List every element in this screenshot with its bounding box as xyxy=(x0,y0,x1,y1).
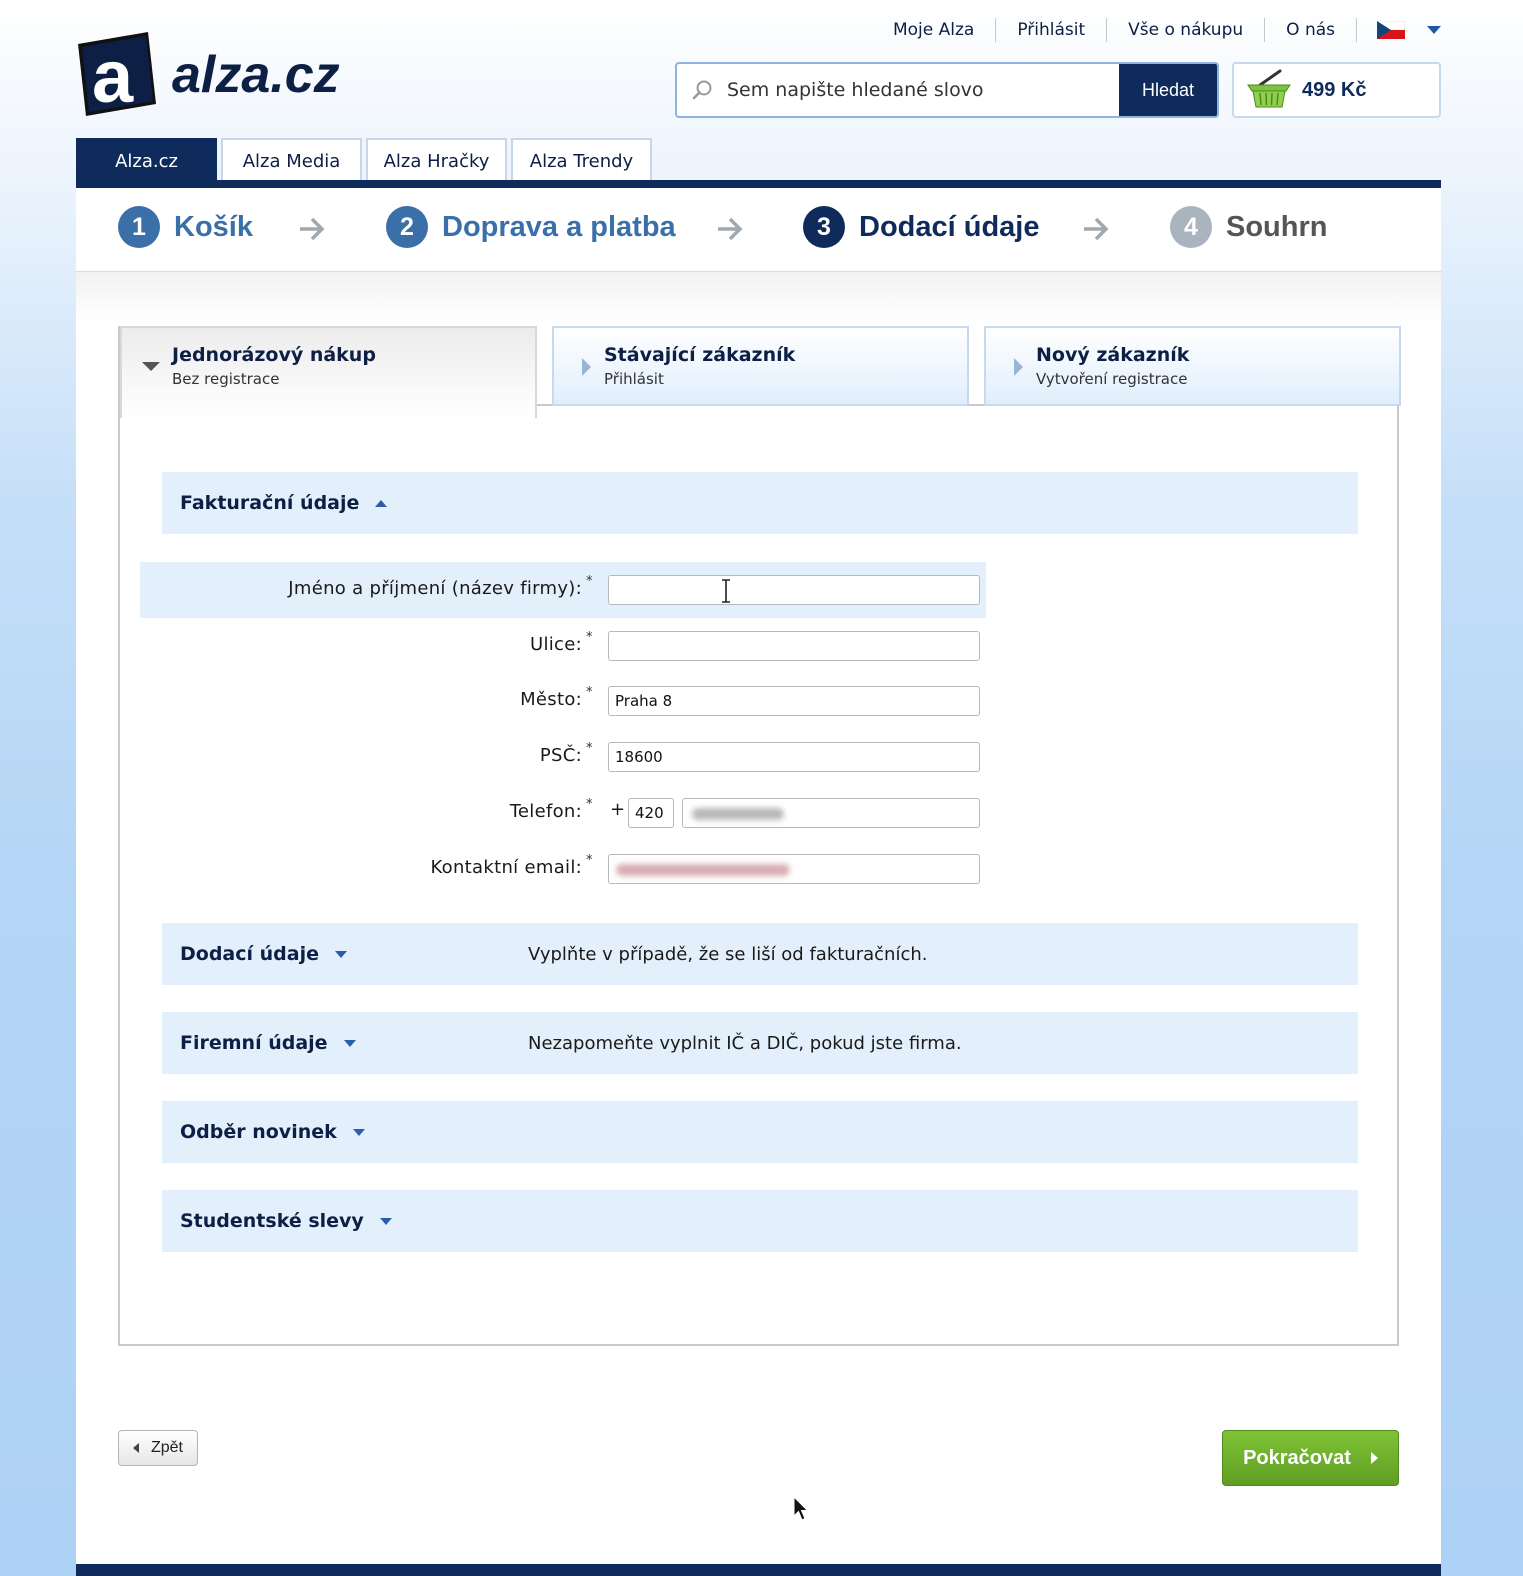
step-doprava[interactable] xyxy=(386,206,676,248)
redacted-email xyxy=(616,864,790,876)
tab-alza-cz[interactable]: Alza.cz xyxy=(76,138,217,182)
step-number: 4 xyxy=(1170,206,1212,248)
section-dodaci-udaje[interactable] xyxy=(162,923,1358,985)
row-name xyxy=(140,562,986,618)
step-number: 2 xyxy=(386,206,428,248)
step-label: Dodací údaje xyxy=(859,210,1040,243)
tab-title: Nový zákazník xyxy=(1036,344,1190,366)
arrow-right-icon xyxy=(716,216,744,242)
row-email xyxy=(140,841,986,897)
search-icon xyxy=(677,64,727,116)
phone-plus: + xyxy=(610,799,626,820)
section-title: Studentské slevy xyxy=(180,1210,364,1232)
site-tabs xyxy=(76,138,656,182)
caret-down-icon xyxy=(380,1218,392,1225)
city-field[interactable] xyxy=(608,686,980,716)
step-label: Doprava a platba xyxy=(442,210,676,243)
section-odber-novinek[interactable] xyxy=(162,1101,1358,1163)
search-button[interactable]: Hledat xyxy=(1119,64,1217,116)
caret-down-icon xyxy=(335,951,347,958)
row-phone xyxy=(140,785,986,841)
triangle-right-icon xyxy=(1014,358,1023,376)
alza-logo[interactable] xyxy=(76,32,366,118)
step-kosik[interactable] xyxy=(118,206,253,248)
step-souhrn xyxy=(1170,206,1328,248)
section-note: Vyplňte v případě, že se liší od fakturačních. xyxy=(528,943,928,965)
required-mark: * xyxy=(586,685,593,700)
checkout-steps xyxy=(76,188,1441,272)
label-name: Jméno a příjmení (název firmy): xyxy=(288,578,582,599)
step-label: Souhrn xyxy=(1226,210,1328,243)
required-mark: * xyxy=(586,630,593,645)
search-input[interactable] xyxy=(727,64,1119,116)
basket-icon xyxy=(1246,69,1292,111)
tab-alza-hracky[interactable]: Alza Hračky xyxy=(366,138,507,182)
section-title: Firemní údaje xyxy=(180,1032,328,1054)
label-city: Město: xyxy=(520,689,582,710)
step-dodaci-udaje xyxy=(803,206,1040,248)
section-title: Fakturační údaje xyxy=(180,492,360,514)
tab-jednorazovy-nakup[interactable] xyxy=(120,326,537,418)
tab-subtitle: Přihlásit xyxy=(604,370,664,388)
phone-country-code-field[interactable] xyxy=(628,798,674,828)
caret-down-icon xyxy=(353,1129,365,1136)
checkout-panel xyxy=(76,180,1441,1576)
redacted-phone xyxy=(692,808,784,820)
tab-title: Stávající zákazník xyxy=(604,344,796,366)
footer-bar xyxy=(76,1564,1441,1576)
required-mark: * xyxy=(586,741,593,756)
svg-text:a: a xyxy=(92,35,134,118)
tab-novy-zakaznik[interactable] xyxy=(984,326,1401,406)
section-title: Dodací údaje xyxy=(180,943,319,965)
section-note: Nezapomeňte vyplnit IČ a DIČ, pokud jste firma. xyxy=(528,1032,962,1054)
search-box xyxy=(675,62,1219,118)
triangle-right-icon xyxy=(1371,1452,1378,1464)
triangle-down-icon xyxy=(142,362,160,371)
link-o-nas[interactable]: O nás xyxy=(1265,18,1357,42)
continue-label: Pokračovat xyxy=(1243,1446,1351,1469)
link-moje-alza[interactable]: Moje Alza xyxy=(872,18,996,42)
step-number: 3 xyxy=(803,206,845,248)
required-mark: * xyxy=(586,797,593,812)
link-vse-o-nakupu[interactable]: Vše o nákupu xyxy=(1107,18,1265,42)
cart-box[interactable] xyxy=(1232,62,1441,118)
caret-up-icon xyxy=(375,500,387,507)
tab-alza-trendy[interactable]: Alza Trendy xyxy=(511,138,652,182)
tab-stavajici-zakaznik[interactable] xyxy=(552,326,969,406)
label-phone: Telefon: xyxy=(509,801,582,822)
logo-text: alza.cz xyxy=(172,46,340,104)
back-button[interactable] xyxy=(118,1430,198,1466)
arrow-right-icon xyxy=(1082,216,1110,242)
triangle-left-icon xyxy=(133,1443,139,1453)
caret-down-icon xyxy=(344,1040,356,1047)
alza-logo-icon xyxy=(76,32,366,118)
section-studentske-slevy[interactable] xyxy=(162,1190,1358,1252)
required-mark: * xyxy=(586,574,593,589)
row-city xyxy=(140,673,986,729)
label-email: Kontaktní email: xyxy=(430,857,582,878)
section-title: Odběr novinek xyxy=(180,1121,337,1143)
top-nav xyxy=(872,18,1441,42)
customer-form-box xyxy=(118,326,1399,1346)
cart-price: 499 Kč xyxy=(1302,78,1367,101)
required-mark: * xyxy=(586,853,593,868)
section-firemni-udaje[interactable] xyxy=(162,1012,1358,1074)
arrow-right-icon xyxy=(298,216,326,242)
tab-title: Jednorázový nákup xyxy=(172,344,376,366)
tab-subtitle: Bez registrace xyxy=(172,370,280,388)
steps-shade xyxy=(76,272,1441,322)
tab-alza-media[interactable]: Alza Media xyxy=(221,138,362,182)
triangle-right-icon xyxy=(582,358,591,376)
czech-flag-icon[interactable] xyxy=(1377,21,1405,39)
row-street xyxy=(140,618,986,674)
label-street: Ulice: xyxy=(529,634,582,655)
tab-subtitle: Vytvoření registrace xyxy=(1036,370,1188,388)
continue-button[interactable] xyxy=(1222,1430,1399,1486)
street-field[interactable] xyxy=(608,631,980,661)
text-cursor-icon xyxy=(719,578,733,604)
divider xyxy=(968,404,984,406)
mouse-pointer-icon xyxy=(793,1496,809,1522)
step-label: Košík xyxy=(174,210,253,243)
link-prihlasit[interactable]: Přihlásit xyxy=(996,18,1107,42)
row-zip xyxy=(140,729,986,785)
label-zip: PSČ: xyxy=(539,745,582,766)
language-dropdown-icon[interactable] xyxy=(1427,26,1441,34)
zip-field[interactable] xyxy=(608,742,980,772)
name-field[interactable] xyxy=(608,575,980,605)
section-fakturacni-udaje[interactable] xyxy=(162,472,1358,534)
back-label: Zpět xyxy=(150,1439,183,1456)
divider xyxy=(536,404,552,406)
step-number: 1 xyxy=(118,206,160,248)
